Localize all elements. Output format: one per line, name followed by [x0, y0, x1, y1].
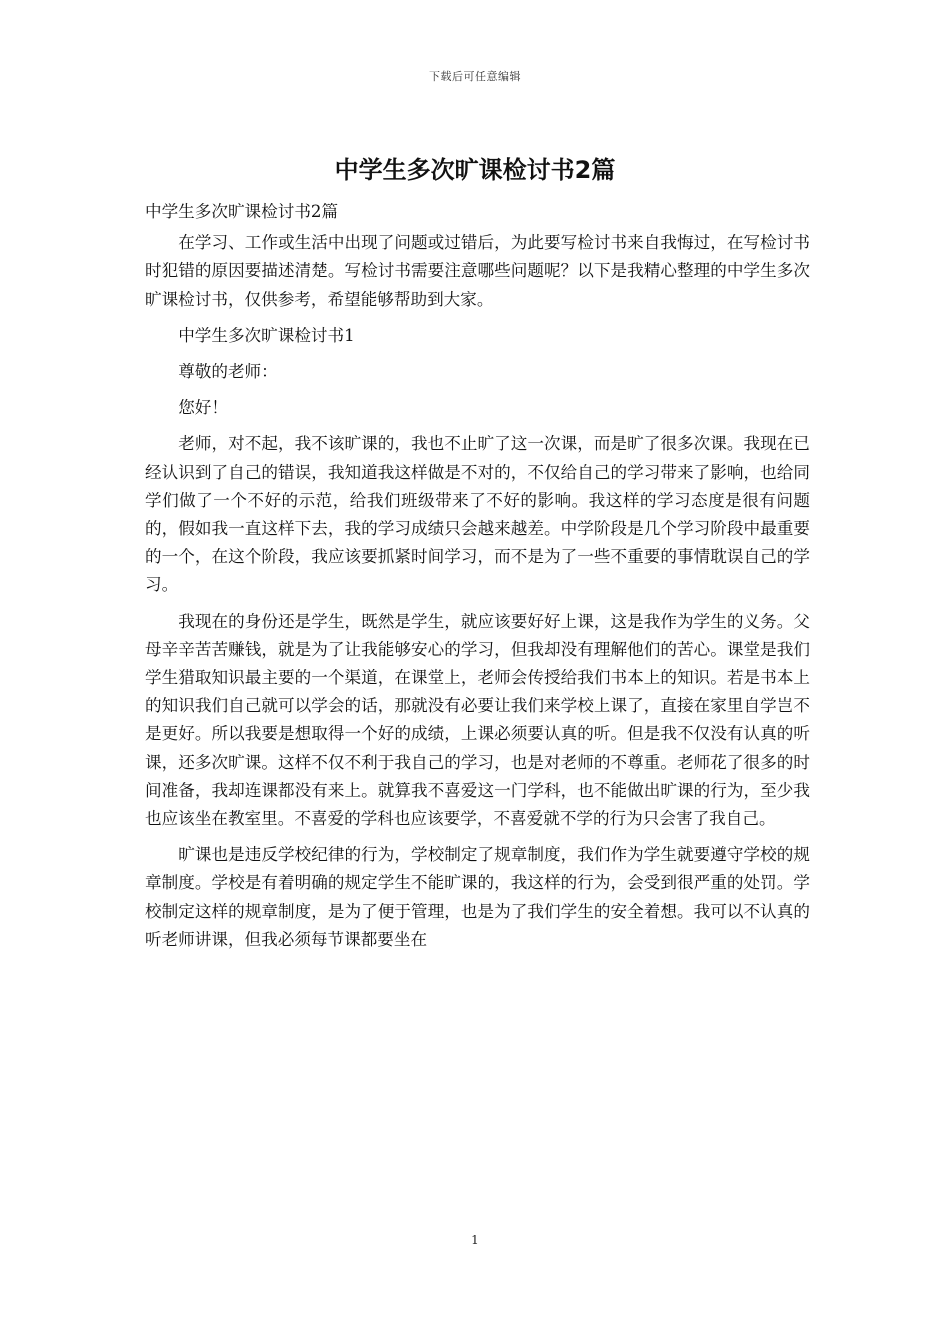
- body-paragraph: 旷课也是违反学校纪律的行为，学校制定了规章制度，我们作为学生就要遵守学校的规章制度。学校是有着明确的规定学生不能旷课的，我这样的行为，会受到很严重的处罚。学校制定这样的规章制度，是为了便于管理，也是为了我们学生的安全着想。我可以不认真的听老师讲课，但我必须每节课都要坐在: [145, 845, 810, 949]
- header-note: 下载后可任意编辑: [429, 70, 521, 83]
- body-paragraph: 我现在的身份还是学生，既然是学生，就应该要好好上课，这是我作为学生的义务。父母辛辛苦苦赚钱，就是为了让我能够安心的学习，但我却没有理解他们的苦心。课堂是我们学生猎取知识最主要的一个渠道，在课堂上，老师会传授给我们书本上的知识。若是书本上的知识我们自己就可以学会的话，那就没有必要让我们来学校上课了，直接在家里自学岂不是更好。所以我要是想取得一个好的成绩，上课必须要认真的听。但是我不仅没有认真的听课，还多次旷课。这样不仅不利于我自己的学习，也是对老师的不尊重。老师花了很多的时间准备，我却连课都没有来上。就算我不喜爱这一门学科，也不能做出旷课的行为，至少我也应该坐在教室里。不喜爱的学科也应该要学，不喜爱就不学的行为只会害了我自己。: [145, 611, 810, 829]
- greeting: 您好！: [178, 398, 228, 418]
- salutation: 尊敬的老师：: [178, 362, 278, 382]
- page-number: 1: [471, 1233, 479, 1247]
- intro-paragraph: 在学习、工作或生活中出现了问题或过错后，为此要写检讨书来自我悔过，在写检讨书时犯错的原因要描述清楚。写检讨书需要注意哪些问题呢？以下是我精心整理的中学生多次旷课检讨书，仅供参考，希望能够帮助到大家。: [145, 233, 810, 309]
- document-body: [145, 198, 810, 954]
- document-title: 中学生多次旷课检讨书2篇: [334, 156, 616, 184]
- body-paragraph: 老师，对不起，我不该旷课的，我也不止旷了这一次课，而是旷了很多次课。我现在已经认识到了自己的错误，我知道我这样做是不对的，不仅给自己的学习带来了影响，也给同学们做了一个不好的示范，给我们班级带来了不好的影响。我这样的学习态度是很有问题的，假如我一直这样下去，我的学习成绩只会越来越差。中学阶段是几个学习阶段中最重要的一个，在这个阶段，我应该要抓紧时间学习，而不是为了一些不重要的事情耽误自己的学习。: [145, 434, 810, 595]
- section-heading: 中学生多次旷课检讨书1: [178, 325, 355, 345]
- document-subtitle: 中学生多次旷课检讨书2篇: [145, 202, 339, 221]
